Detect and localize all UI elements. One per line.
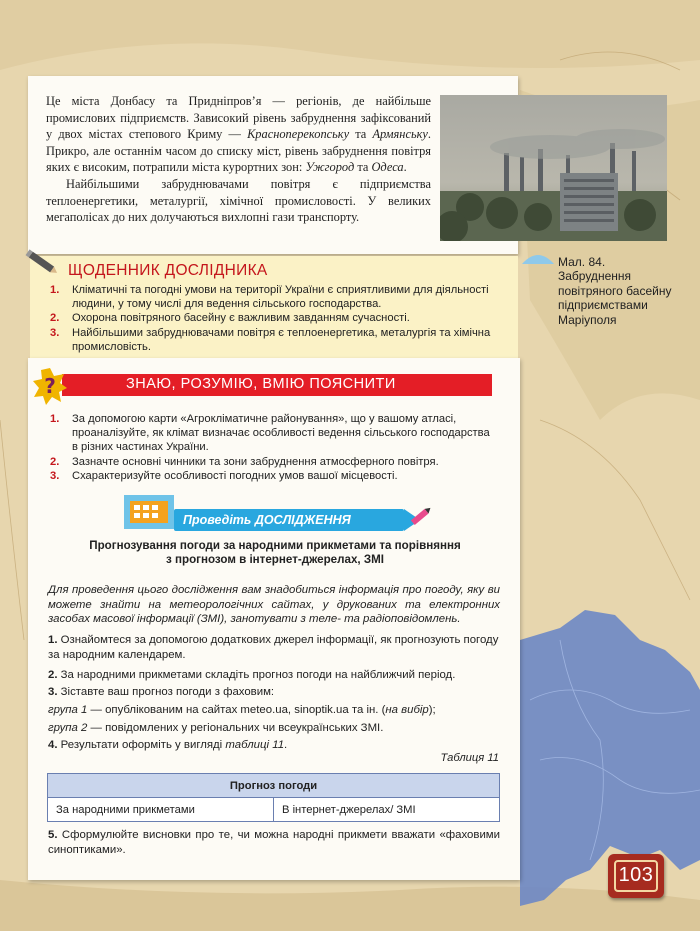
list-item: 2. Охорона повітряного басейну є важливим завданням сучасності. [50, 312, 410, 325]
list-item: 1. За допомогою карти «Агрокліматичне районування», що у вашому атласі, проаналізуйте, як клімат визначає особливості ведення сільського господарства в різних частинах України. [50, 413, 490, 454]
pollution-photo [440, 95, 667, 241]
page-number: 103 [618, 864, 654, 886]
know-list [50, 412, 495, 483]
forecast-table [47, 773, 500, 822]
table-cell-internet: В інтернет-джерелах/ ЗМІ [274, 798, 500, 822]
table-header: Прогноз погоди [48, 774, 500, 798]
know-section-title: ЗНАЮ, РОЗУМІЮ, ВМІЮ ПОЯСНИТИ [126, 376, 396, 392]
research-group-1: група 1 — опублікованим на сайтах meteo.ua, sinoptik.ua та ін. (на вибір); [48, 704, 436, 716]
research-step-3: 3. Зіставте ваш прогноз погоди з фаховим: [48, 686, 275, 698]
table-label: Таблиця 11 [440, 752, 499, 764]
intro-paragraph-1: Це міста Донбасу та Придніпров’я — регіонів, де найбільше промислових підприємств. Зависокий рівень забруднення зафіксований у двох містах степового Криму — Красноперекопську та Армянську. Прикро, але останнім часом до списку міст, рівень забруднення повітря яких є високим, потрапили міста курортних зон: Ужгород та Одеса. [46, 94, 431, 175]
svg-text:?: ? [44, 374, 56, 398]
research-intro: Для проведення цього дослідження вам знадобиться інформація про погоду, яку ви можете знайти на метеорологічних сайтах, у друкованих та електронних засобах масової інформації (ЗМІ), занотувати з теле- та радіоповідомлень. [48, 584, 500, 626]
list-item: 1. Кліматичні та погодні умови на території України є сприятливими для діяльності людини, у тому числі для ведення сільського господарства. [50, 284, 489, 311]
intro-text [46, 93, 431, 226]
research-step-4: 4. Результати оформіть у вигляді таблиці 11. [48, 739, 288, 751]
figure-caption [558, 255, 678, 327]
intro-paragraph-2: Найбільшими забруднювачами повітря є підприємства теплоенергетики, металургії, хімічної промисловості. У великих мегаполісах до них долучаються вихлопні гази транспорту. [46, 176, 431, 225]
research-step-1: 1. Ознайомтеся за допомогою додаткових джерел інформації, як прогнозують погоду за народним календарем. [48, 634, 499, 661]
table-row [48, 798, 500, 822]
list-item: 2. Зазначте основні чинники та зони забруднення атмосферного повітря. [50, 455, 439, 468]
caption-number: Мал. 84. [558, 255, 606, 269]
research-label: Проведіть ДОСЛІДЖЕННЯ [183, 513, 351, 527]
research-step-5: 5. Сформулюйте висновки про те, чи можна народні прикмети вважати «фаховими синоптиками». [48, 829, 500, 856]
caption-marker-icon [520, 250, 556, 266]
diary-list [50, 283, 500, 354]
research-step-2: 2. За народними прикметами складіть прогноз погоди на найближчий період. [48, 669, 456, 681]
diary-title: ЩОДЕННИК ДОСЛІДНИКА [68, 262, 268, 279]
table-cell-folk: За народними прикметами [48, 798, 274, 822]
research-title: Прогнозування погоди за народними прикметами та порівняння з прогнозом в інтернет-джерелах, ЗМІ [89, 539, 461, 567]
research-group-2: група 2 — повідомлених у регіональних чи всеукраїнських ЗМІ. [48, 722, 384, 734]
list-item: 3. Схарактеризуйте особливості погодних умов вашої місцевості. [50, 469, 398, 482]
list-item: 3. Найбільшими забруднювачами повітря є теплоенергетика, металургія та хімічна промисловість. [50, 326, 491, 353]
question-mark-icon [32, 366, 68, 406]
pencil-icon [22, 248, 62, 278]
caption-text: Забруднення повітряного басейну підприємствами Маріуполя [558, 269, 672, 327]
